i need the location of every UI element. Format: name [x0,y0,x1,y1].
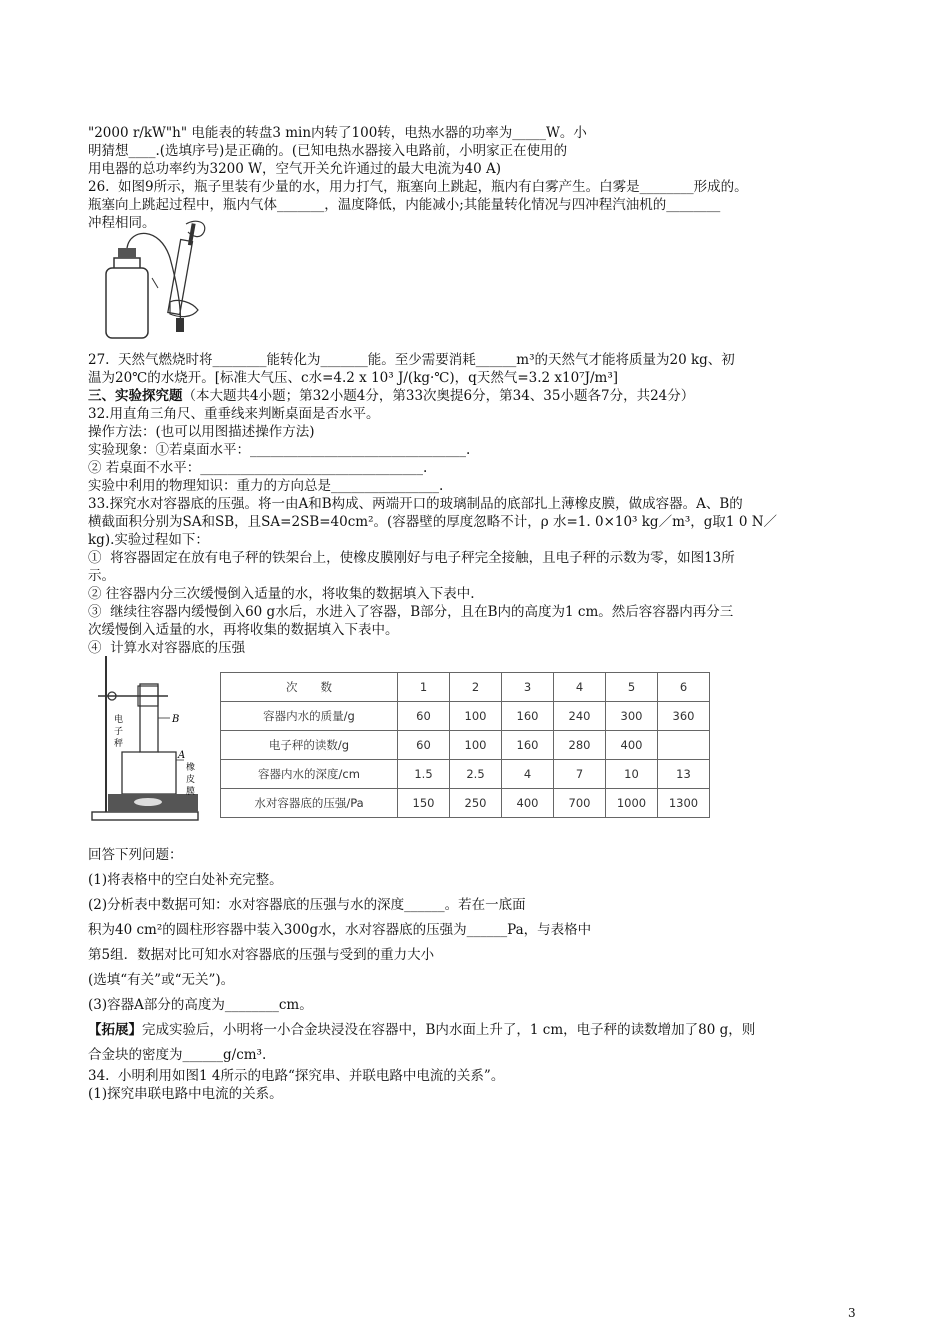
table-cell: 160 [502,731,554,760]
row-label: 容器内水的质量/g [221,702,398,731]
table-row [221,760,710,789]
bottle-pump-figure [100,218,220,344]
table-row [221,731,710,760]
table-col-header: 2 [450,673,502,702]
table-cell: 240 [554,702,606,731]
table-header-row [221,673,710,702]
text-line: 用电器的总功率约为3200 W，空气开关允许通过的最大电流为40 A) [88,161,502,177]
text-line: 瓶塞向上跳起过程中，瓶内气体_______，温度降低，内能减小;其能量转化情况与四冲程汽油机的________ [88,197,721,213]
text-line: 示。 [88,568,115,584]
table-cell-blank [658,731,710,760]
table-cell: 400 [502,789,554,818]
data-table [220,672,710,818]
text-line: 实验现象：①若桌面水平：________________________________. [88,442,471,458]
text-line: (选填“有关”或“无关”)。 [88,972,235,988]
table-col-header: 6 [658,673,710,702]
text-line: kg).实验过程如下： [88,532,209,548]
section-note: （本大题共4小题；第32小题4分，第33次奥提6分，第34、35小题各7分，共24分） [182,388,695,404]
table-cell: 280 [554,731,606,760]
table-cell: 100 [450,731,502,760]
table-cell: 300 [606,702,658,731]
label-scale-2: 子 [114,727,124,737]
table-header: 次 数 [221,673,398,702]
table-cell: 13 [658,760,710,789]
label-scale-3: 秤 [114,739,124,749]
text-line: 第5组．数据对比可知水对容器底的压强与受到的重力大小 [88,947,435,963]
table-row [221,702,710,731]
section-heading [88,387,694,405]
text-line: 操作方法：(也可以用图描述操作方法) [88,424,315,440]
question-26: 26. 如图9所示，瓶子里装有少量的水，用力打气，瓶塞向上跳起，瓶内有白雾产生。白雾是________形成的。 [88,179,748,195]
text-line: (2)分析表中数据可知：水对容器底的压强与水的深度______。若在一底面 [88,897,526,913]
text-line: (1)探究串联电路中电流的关系。 [88,1086,283,1102]
question-34: 34. 小明利用如图1 4所示的电路“探究串、并联电路中电流的关系”。 [88,1068,505,1084]
table-cell: 250 [450,789,502,818]
extension-text: 完成实验后，小明将一小合金块浸没在容器中，B内水面上升了，1 cm，电子秤的读数增加了80 g，则 [142,1022,756,1038]
label-a: A [178,750,186,761]
table-cell: 1300 [658,789,710,818]
text-line: "2000 r/kW"h" 电能表的转盘3 min内转了100转，电热水器的功率为_____W。小 [88,125,587,141]
table-cell: 400 [606,731,658,760]
table-cell: 10 [606,760,658,789]
extension-label: 【拓展】 [88,1022,142,1038]
text-line: ② 若桌面不水平：_________________________________. [88,460,428,476]
question-33: 33.探究水对容器底的压强。将一由A和B构成、两端开口的玻璃制品的底部扎上薄橡皮膜，做成容器。A、B的 [88,496,743,512]
text-line: 合金块的密度为______g/cm³. [88,1047,267,1063]
text-line: ④ 计算水对容器底的压强 [88,640,246,656]
table-cell: 360 [658,702,710,731]
table-col-header: 3 [502,673,554,702]
table-cell: 1.5 [398,760,450,789]
page-number: 3 [848,1306,856,1320]
table-cell: 150 [398,789,450,818]
label-b: B [172,714,180,725]
question-32: 32.用直角三角尺、重垂线来判断桌面是否水平。 [88,406,380,422]
table-cell: 4 [502,760,554,789]
table-cell: 60 [398,702,450,731]
text-line: (3)容器A部分的高度为________cm。 [88,997,313,1013]
text-line: 明猜想____.(选填序号)是正确的。(已知电热水器接入电路前，小明家正在使用的 [88,143,568,159]
text-line: 积为40 cm²的圆柱形容器中装入300g水，水对容器底的压强为______Pa，与表格中 [88,922,592,938]
table-cell: 160 [502,702,554,731]
row-label: 水对容器底的压强/Pa [221,789,398,818]
label-membrane-3: 膜 [186,787,196,797]
text-line: ③ 继续往容器内缓慢倒入60 g水后，水进入了容器，B部分，且在B内的高度为1 cm。然后容容器内再分三 [88,604,734,620]
text-line: ② 往容器内分三次缓慢倒入适量的水，将收集的数据填入下表中. [88,586,475,602]
row-label: 电子秤的读数/g [221,731,398,760]
table-cell: 2.5 [450,760,502,789]
table-cell: 7 [554,760,606,789]
label-membrane-1: 橡 [186,763,196,773]
table-cell: 700 [554,789,606,818]
text-line: 冲程相同。 [88,215,156,231]
table-cell: 100 [450,702,502,731]
label-scale-1: 电 [114,715,124,725]
container-scale-figure [88,652,223,824]
table-col-header: 1 [398,673,450,702]
text-line: 横截面积分别为SA和SB，且SA=2SB=40cm²。(容器壁的厚度忽略不计，ρ 水=1. 0×10³ kg／m³，g取1 0 N／ [88,514,778,530]
table-col-header: 5 [606,673,658,702]
text-line: ① 将容器固定在放有电子秤的铁架台上，使橡皮膜刚好与电子秤完全接触，且电子秤的示数为零，如图13所 [88,550,735,566]
row-label: 容器内水的深度/cm [221,760,398,789]
table-row [221,789,710,818]
text-line: 温为20℃的水烧开。[标准大气压、c水=4.2 x 10³ J/(kg·℃)，q天然气=3.2 x10⁷J/m³] [88,370,619,386]
extension-line [88,1021,755,1039]
text-line: 实验中利用的物理知识：重力的方向总是________________. [88,478,444,494]
question-27: 27. 天然气燃烧时将________能转化为_______能。至少需要消耗______m³的天然气才能将质量为20 kg、初 [88,352,735,368]
text-line: (1)将表格中的空白处补充完整。 [88,872,283,888]
text-line: 回答下列问题： [88,847,183,863]
label-membrane-2: 皮 [186,775,196,785]
table-cell: 60 [398,731,450,760]
table-col-header: 4 [554,673,606,702]
text-line: 次缓慢倒入适量的水，再将收集的数据填入下表中。 [88,622,399,638]
table-cell: 1000 [606,789,658,818]
section-title: 三、实验探究题 [88,388,183,404]
